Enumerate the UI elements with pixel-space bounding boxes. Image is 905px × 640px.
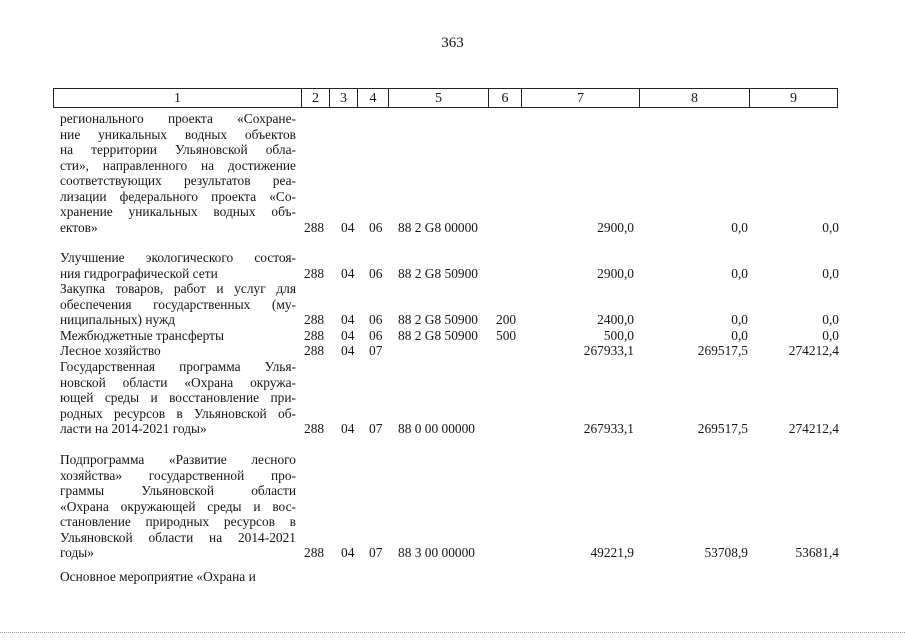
cell-col-9: 274212,4 <box>788 343 839 358</box>
description-line: ющей среды и восстановление при- <box>60 390 296 405</box>
cell-col-5: 88 2 G8 50900 <box>398 312 478 327</box>
description-line: «Охрана окружающей среды и вос- <box>60 498 296 514</box>
cell-col-7: 2900,0 <box>597 219 634 235</box>
header-col-5: 5 <box>389 88 489 108</box>
description-line: Лесное хозяйство <box>60 343 161 358</box>
cell-col-2: 288 <box>304 265 325 281</box>
cell-col-7: 500,0 <box>603 328 634 343</box>
row-description <box>60 452 296 561</box>
cell-col-3: 04 <box>341 328 355 343</box>
cell-col-5: 88 0 00 00000 <box>398 421 475 436</box>
description-line: Ульяновской области на 2014-2021 <box>60 529 296 545</box>
cell-col-9: 53681,4 <box>795 545 839 560</box>
cell-col-3: 04 <box>341 421 355 436</box>
cell-col-2: 288 <box>304 343 325 358</box>
row-description <box>60 281 296 328</box>
cell-col-3: 04 <box>341 545 355 560</box>
row-description <box>60 328 296 344</box>
description-line: родных ресурсов в Ульяновской об- <box>60 405 296 421</box>
description-line: хранение уникальных водных объ- <box>60 204 296 219</box>
header-col-9: 9 <box>750 88 838 108</box>
description-line: новской области «Охрана окружа- <box>60 374 296 390</box>
header-col-8: 8 <box>640 88 750 108</box>
description-line: ниципальных) нужд <box>60 312 176 327</box>
cell-col-2: 288 <box>304 545 325 560</box>
page-number: 363 <box>441 35 464 51</box>
description-line: Подпрограмма «Развитие лесного <box>60 452 296 467</box>
header-col-7: 7 <box>522 88 640 108</box>
cell-col-8: 0,0 <box>731 265 748 281</box>
description-line: Основное мероприятие «Охрана и <box>60 569 256 584</box>
description-line: ние уникальных водных объектов <box>60 126 296 142</box>
cell-col-4: 07 <box>369 421 383 436</box>
description-line: на территории Ульяновской обла- <box>60 142 296 157</box>
cell-col-7: 2900,0 <box>597 265 634 281</box>
cell-col-2: 288 <box>304 421 325 436</box>
cell-col-3: 04 <box>341 312 355 327</box>
cell-col-6: 200 <box>496 312 517 327</box>
cell-col-3: 04 <box>341 343 355 358</box>
description-line: граммы Ульяновской области <box>60 483 296 498</box>
description-line: обеспечения государственных (му- <box>60 296 296 312</box>
cell-col-9: 0,0 <box>822 265 839 281</box>
cell-col-4: 06 <box>369 265 383 281</box>
description-line: ектов» <box>60 219 98 235</box>
cell-col-4: 07 <box>369 343 383 358</box>
cell-col-9: 0,0 <box>822 219 839 235</box>
description-line: Закупка товаров, работ и услуг для <box>60 281 296 296</box>
row-description <box>60 359 296 437</box>
cell-col-7: 2400,0 <box>597 312 634 327</box>
cell-col-8: 0,0 <box>731 312 748 327</box>
description-line: Улучшение экологического состоя- <box>60 250 296 265</box>
row-description <box>60 250 296 281</box>
cell-col-4: 07 <box>369 545 383 560</box>
cell-col-4: 06 <box>369 219 383 235</box>
scan-noise-line <box>0 632 905 635</box>
cell-col-8: 269517,5 <box>697 421 748 436</box>
row-description <box>60 343 296 359</box>
cell-col-5: 88 2 G8 50900 <box>398 265 478 281</box>
cell-col-7: 49221,9 <box>590 545 634 560</box>
header-col-1: 1 <box>53 88 302 108</box>
cell-col-2: 288 <box>304 312 325 327</box>
cell-col-8: 269517,5 <box>697 343 748 358</box>
cell-col-7: 267933,1 <box>583 343 634 358</box>
cell-col-5: 88 3 00 00000 <box>398 545 475 560</box>
cell-col-9: 274212,4 <box>788 421 839 436</box>
header-col-3: 3 <box>330 88 358 108</box>
description-line: годы» <box>60 545 94 560</box>
cell-col-8: 0,0 <box>731 219 748 235</box>
description-line: ния гидрографической сети <box>60 265 218 281</box>
cell-col-8: 0,0 <box>731 328 748 343</box>
description-line: Государственная программа Улья- <box>60 359 296 374</box>
cell-col-2: 288 <box>304 328 325 343</box>
cell-col-8: 53708,9 <box>704 545 748 560</box>
cell-col-2: 288 <box>304 219 325 235</box>
description-line: Межбюджетные трансферты <box>60 328 224 343</box>
header-col-6: 6 <box>489 88 522 108</box>
cell-col-4: 06 <box>369 312 383 327</box>
cell-col-9: 0,0 <box>822 328 839 343</box>
row-description <box>60 569 296 585</box>
description-line: сти», направленного на достижение <box>60 157 296 173</box>
cell-col-9: 0,0 <box>822 312 839 327</box>
cell-col-3: 04 <box>341 265 355 281</box>
cell-col-7: 267933,1 <box>583 421 634 436</box>
cell-col-6: 500 <box>496 328 517 343</box>
cell-col-5: 88 2 G8 50900 <box>398 328 478 343</box>
description-line: ласти на 2014-2021 годы» <box>60 421 207 436</box>
header-col-2: 2 <box>302 88 330 108</box>
cell-col-4: 06 <box>369 328 383 343</box>
description-line: регионального проекта «Сохране- <box>60 111 296 126</box>
row-description <box>60 111 296 235</box>
description-line: становление природных ресурсов в <box>60 514 296 529</box>
cell-col-5: 88 2 G8 00000 <box>398 219 478 235</box>
description-line: лизации федерального проекта «Со- <box>60 188 296 204</box>
description-line: соответствующих результатов реа- <box>60 173 296 188</box>
header-col-4: 4 <box>358 88 389 108</box>
description-line: хозяйства» государственной про- <box>60 467 296 483</box>
cell-col-3: 04 <box>341 219 355 235</box>
